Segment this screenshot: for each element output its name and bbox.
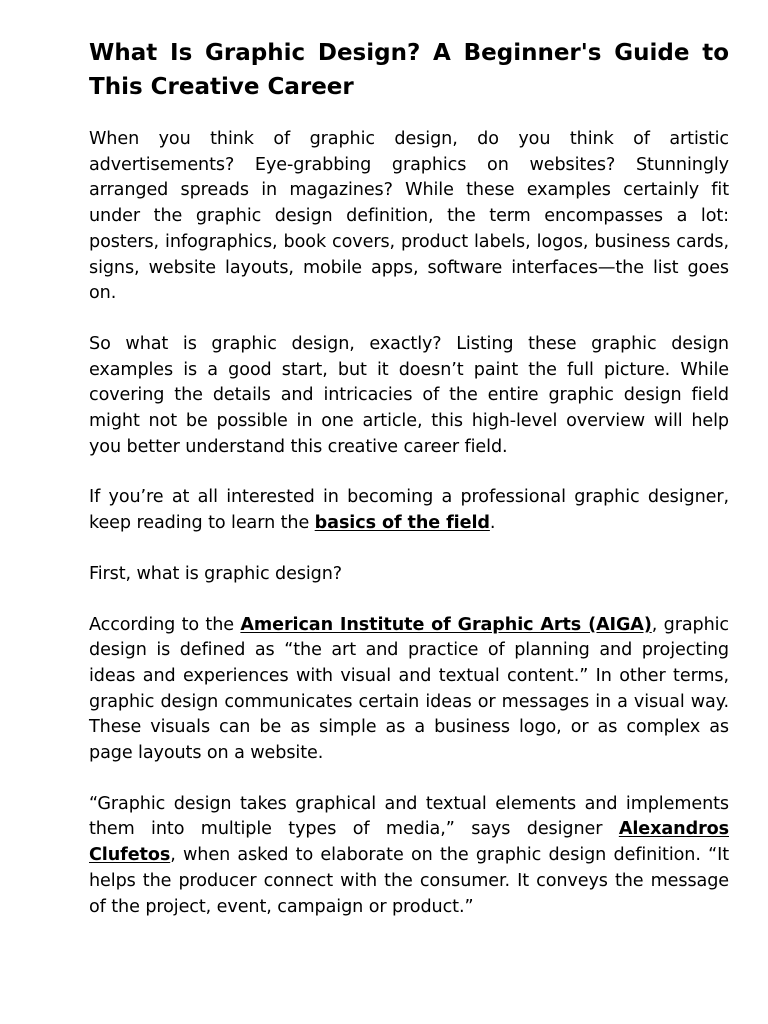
basics-of-the-field-link[interactable]: basics of the field <box>314 513 490 534</box>
article-title: What Is Graphic Design? A Beginner's Guide to This Creative Career <box>89 40 729 100</box>
paragraph-text: , graphic design is defined as “the art and practice of planning and projecting ideas and experiences with visual and textual content.” In other terms, graphic design communicates certain ideas or messages in a visual way. These visuals can be as simple as a business logo, or as complex as page layouts on a website. <box>89 614 729 764</box>
paragraph-text: If you’re at all interested in becoming a professional graphic designer, keep reading to learn the <box>89 487 729 534</box>
aiga-link[interactable]: American Institute of Graphic Arts (AIGA) <box>240 614 652 635</box>
paragraph-text: , when asked to elaborate on the graphic design definition. “It helps the producer connect with the consumer. It conveys the message of the project, event, campaign or product.” <box>89 845 729 917</box>
paragraph-interest <box>89 485 729 536</box>
paragraph-designer-quote <box>89 792 729 921</box>
paragraph-text: “Graphic design takes graphical and textual elements and implements them into multiple types of media,” says designer <box>89 793 729 840</box>
alexandros-clufetos-link[interactable]: Alexandros Clufetos <box>89 819 729 866</box>
paragraph-question: First, what is graphic design? <box>89 563 343 584</box>
paragraph-aiga-definition <box>89 613 729 767</box>
paragraph-text: According to the <box>89 614 241 635</box>
paragraph-intro: When you think of graphic design, do you think of artistic advertisements? Eye-grabbing graphics on websites? Stunningly arranged spreads in magazines? While these examples certainly fit under the graphic design definition, the term encompasses a lot: posters, infographics, book covers, product labels, logos, business cards, signs, website layouts, mobile apps, software interfaces—the list goes on. <box>89 129 729 304</box>
article <box>89 36 729 945</box>
paragraph-text: . <box>489 513 496 534</box>
paragraph-overview: So what is graphic design, exactly? Listing these graphic design examples is a good start, but it doesn’t paint the full picture. While covering the details and intricacies of the entire graphic design field might not be possible in one article, this high-level overview will help you better understand this creative career field. <box>89 333 729 457</box>
